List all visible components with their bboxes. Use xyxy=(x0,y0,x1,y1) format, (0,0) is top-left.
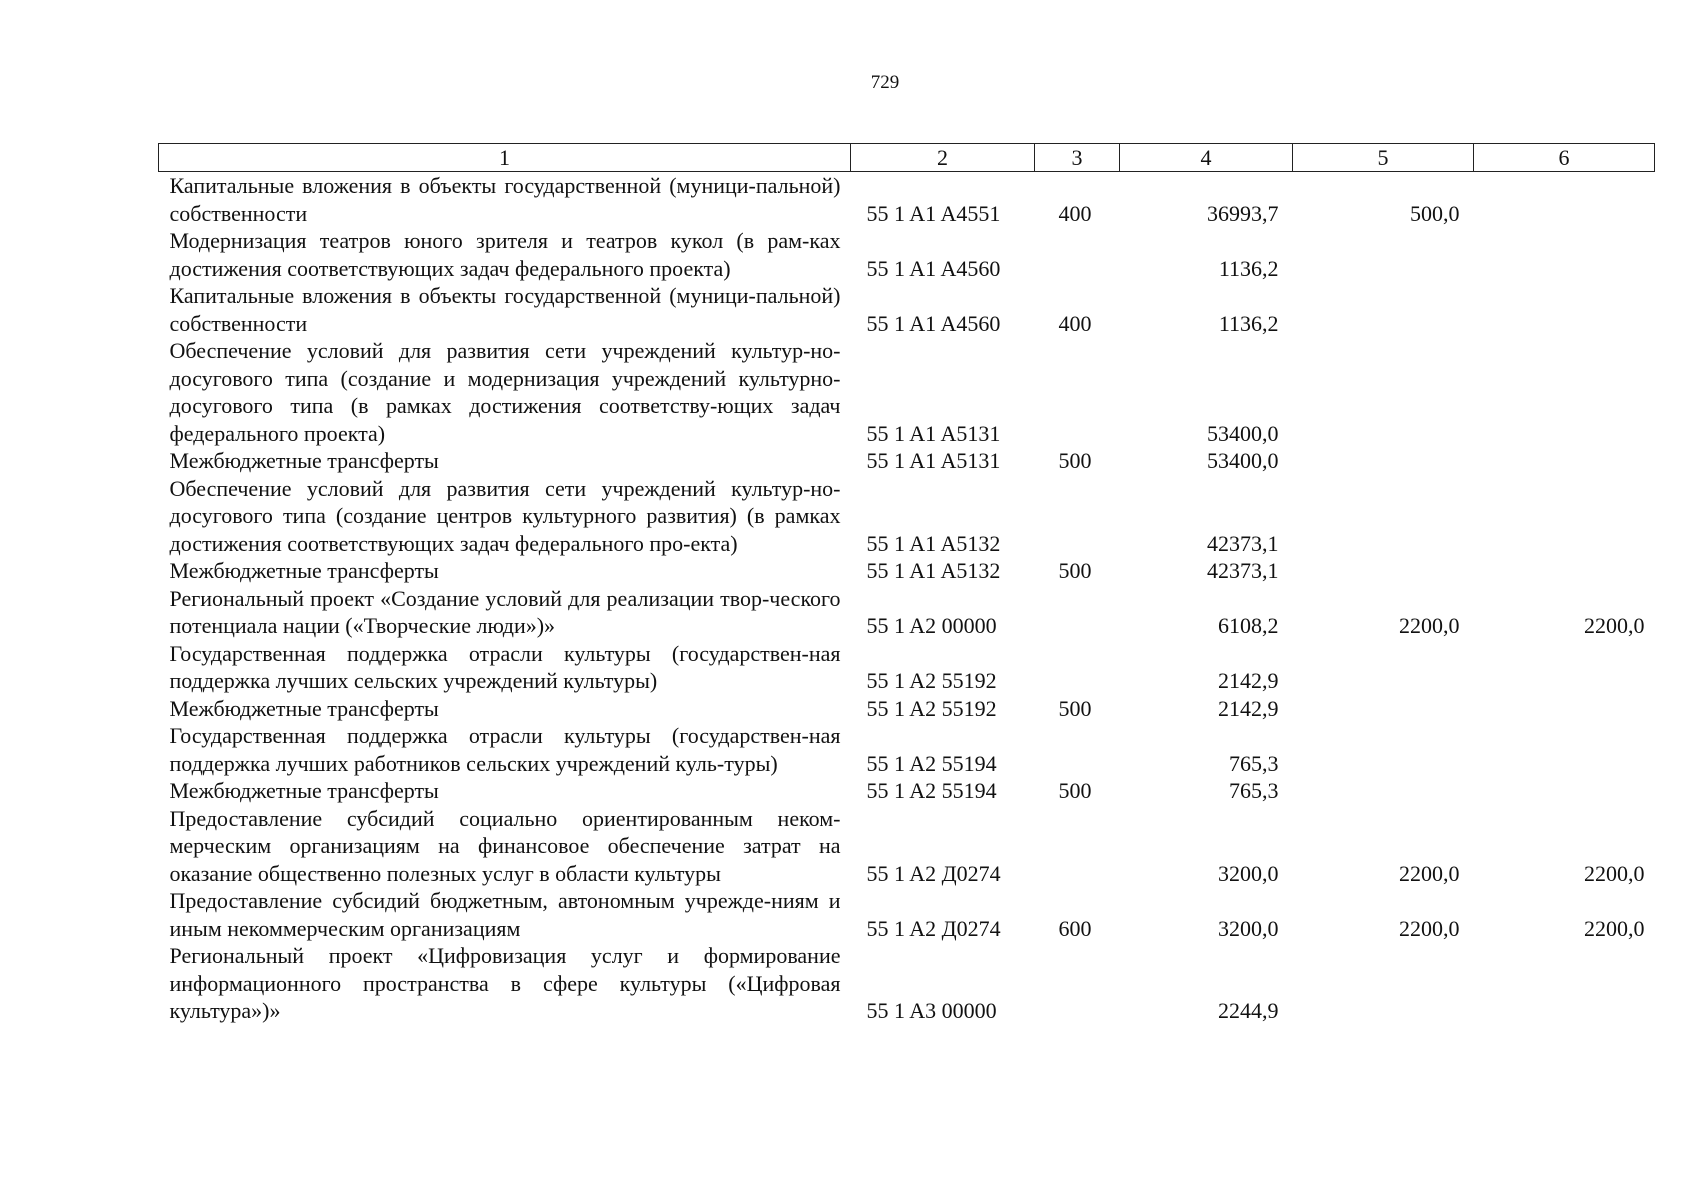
row-value-col5 xyxy=(1293,282,1474,337)
row-name: Капитальные вложения в объекты государственной (муници-пальной) собственности xyxy=(169,283,841,336)
row-value-col4: 53400,0 xyxy=(1207,448,1279,473)
row-name: Предоставление субсидий социально ориентированным неком-мерческим организациям на финансовое обеспечение затрат на оказание общественно полезных услуг в области культуры xyxy=(169,805,841,886)
row-value-col5 xyxy=(1293,337,1474,447)
table-row xyxy=(159,695,1655,723)
row-value-col6: 2200,0 xyxy=(1584,860,1645,886)
row-value-col5 xyxy=(1293,475,1474,558)
table-row xyxy=(159,640,1655,695)
table-body xyxy=(159,172,1655,1025)
row-expense-type: 500 xyxy=(1058,558,1092,583)
budget-table xyxy=(158,143,1655,1025)
row-code: 55 1 A2 Д0274 xyxy=(866,915,1001,941)
row-value-col4: 765,3 xyxy=(1229,750,1279,776)
table-row xyxy=(159,447,1655,475)
row-value-col4: 3200,0 xyxy=(1218,915,1279,941)
table-row xyxy=(159,887,1655,942)
row-expense-type: 500 xyxy=(1058,448,1092,473)
row-value-col4: 36993,7 xyxy=(1207,200,1279,226)
row-value-col5 xyxy=(1293,227,1474,282)
row-expense-type xyxy=(1035,640,1120,695)
row-value-col5 xyxy=(1293,447,1474,475)
column-header-5: 5 xyxy=(1293,144,1474,172)
row-name: Обеспечение условий для развития сети учреждений культур-но-досугового типа (создание центров культурного развития) (в рамках достижения соответствующих задач федерального про-екта) xyxy=(169,475,841,556)
table-row xyxy=(159,282,1655,337)
row-code: 55 1 A1 A5132 xyxy=(866,530,1001,556)
row-name: Государственная поддержка отрасли культуры (государствен-ная поддержка лучших сельских учреждений культуры) xyxy=(169,640,841,693)
row-value-col4: 53400,0 xyxy=(1207,420,1279,446)
table-row xyxy=(159,475,1655,558)
row-value-col6 xyxy=(1474,695,1655,723)
row-name: Предоставление субсидий бюджетным, автономным учрежде-ниям и иным некоммерческим организациям xyxy=(169,888,841,941)
column-header-6: 6 xyxy=(1474,144,1655,172)
header-row xyxy=(159,144,1655,172)
row-value-col6 xyxy=(1474,447,1655,475)
row-value-col4: 42373,1 xyxy=(1207,530,1279,556)
row-name: Обеспечение условий для развития сети учреждений культур-но-досугового типа (создание и модернизация учреждений культурно-досугового типа (в рамках достижения соответству-ющих задач федерального проекта) xyxy=(169,338,841,446)
row-value-col4: 2142,9 xyxy=(1218,695,1279,721)
row-value-col5 xyxy=(1293,777,1474,805)
row-name: Модернизация театров юного зрителя и театров кукол (в рам-ках достижения соответствующих задач федерального проекта) xyxy=(169,228,841,281)
row-code: 55 1 A1 A5131 xyxy=(866,448,1001,473)
row-code: 55 1 A2 00000 xyxy=(866,613,997,638)
row-value-col4: 6108,2 xyxy=(1218,613,1279,638)
row-value-col6: 2200,0 xyxy=(1584,613,1645,638)
row-value-col4: 2244,9 xyxy=(1218,998,1279,1023)
column-header-2: 2 xyxy=(851,144,1035,172)
row-value-col4: 1136,2 xyxy=(1218,310,1279,336)
row-value-col6: 2200,0 xyxy=(1584,915,1645,941)
table-row xyxy=(159,172,1655,228)
row-code: 55 1 A1 A4560 xyxy=(866,310,1001,336)
row-expense-type: 400 xyxy=(1058,310,1092,336)
row-value-col6 xyxy=(1474,640,1655,695)
row-name: Межбюджетные трансферты xyxy=(169,448,439,473)
row-value-col5 xyxy=(1293,695,1474,723)
table-row xyxy=(159,942,1655,1025)
row-value-col4: 2142,9 xyxy=(1218,668,1279,693)
row-value-col4: 765,3 xyxy=(1229,778,1279,803)
row-expense-type xyxy=(1035,337,1120,447)
row-name: Региональный проект «Создание условий для реализации твор-ческого потенциала нации («Творческие люди»)» xyxy=(169,585,841,638)
row-value-col5 xyxy=(1293,722,1474,777)
row-value-col6 xyxy=(1474,777,1655,805)
row-expense-type xyxy=(1035,227,1120,282)
row-code: 55 1 A2 55192 xyxy=(866,668,997,693)
row-expense-type xyxy=(1035,585,1120,640)
column-header-3: 3 xyxy=(1035,144,1120,172)
row-value-col6 xyxy=(1474,475,1655,558)
row-value-col6 xyxy=(1474,557,1655,585)
table-row xyxy=(159,337,1655,447)
row-value-col5 xyxy=(1293,942,1474,1025)
row-code: 55 1 A1 A4551 xyxy=(866,200,1001,226)
row-value-col6 xyxy=(1474,337,1655,447)
row-expense-type xyxy=(1035,722,1120,777)
row-value-col4: 42373,1 xyxy=(1207,558,1279,583)
row-code: 55 1 A1 A5132 xyxy=(866,558,1001,583)
row-value-col5: 2200,0 xyxy=(1399,915,1460,941)
row-code: 55 1 A2 Д0274 xyxy=(866,860,1001,886)
row-expense-type: 500 xyxy=(1058,695,1092,721)
table-row xyxy=(159,805,1655,888)
column-header-4: 4 xyxy=(1120,144,1293,172)
row-code: 55 1 A1 A4560 xyxy=(866,255,1001,281)
row-expense-type xyxy=(1035,805,1120,888)
row-name: Межбюджетные трансферты xyxy=(169,778,439,803)
row-value-col5 xyxy=(1293,557,1474,585)
row-value-col4: 3200,0 xyxy=(1218,860,1279,886)
row-value-col6 xyxy=(1474,282,1655,337)
row-code: 55 1 A2 55192 xyxy=(866,695,997,721)
row-name: Региональный проект «Цифровизация услуг и формирование информационного пространства в сфере культуры («Цифровая культура»)» xyxy=(169,943,841,1023)
table-row xyxy=(159,722,1655,777)
row-value-col5: 2200,0 xyxy=(1399,613,1460,638)
row-code: 55 1 A2 55194 xyxy=(866,750,997,776)
row-name: Государственная поддержка отрасли культуры (государствен-ная поддержка лучших работников сельских учреждений куль-туры) xyxy=(169,723,841,776)
table-row xyxy=(159,227,1655,282)
row-expense-type: 500 xyxy=(1058,778,1092,803)
row-value-col6 xyxy=(1474,227,1655,282)
row-name: Капитальные вложения в объекты государственной (муници-пальной) собственности xyxy=(169,173,841,226)
row-value-col5: 2200,0 xyxy=(1399,860,1460,886)
table-row xyxy=(159,777,1655,805)
row-name: Межбюджетные трансферты xyxy=(169,695,439,721)
row-code: 55 1 A3 00000 xyxy=(866,998,997,1023)
table-row xyxy=(159,585,1655,640)
row-expense-type: 400 xyxy=(1058,200,1092,226)
row-value-col6 xyxy=(1474,722,1655,777)
row-code: 55 1 A1 A5131 xyxy=(866,420,1001,446)
row-value-col6 xyxy=(1474,172,1655,228)
row-expense-type xyxy=(1035,475,1120,558)
row-value-col6 xyxy=(1474,942,1655,1025)
row-value-col4: 1136,2 xyxy=(1218,255,1279,281)
row-expense-type: 600 xyxy=(1058,915,1092,941)
row-value-col5 xyxy=(1293,640,1474,695)
row-code: 55 1 A2 55194 xyxy=(866,778,997,803)
page-number: 729 xyxy=(870,72,900,93)
table-row xyxy=(159,557,1655,585)
row-expense-type xyxy=(1035,942,1120,1025)
table-header xyxy=(159,144,1655,172)
column-header-1: 1 xyxy=(159,144,851,172)
row-value-col5: 500,0 xyxy=(1410,200,1460,226)
row-name: Межбюджетные трансферты xyxy=(169,558,439,583)
